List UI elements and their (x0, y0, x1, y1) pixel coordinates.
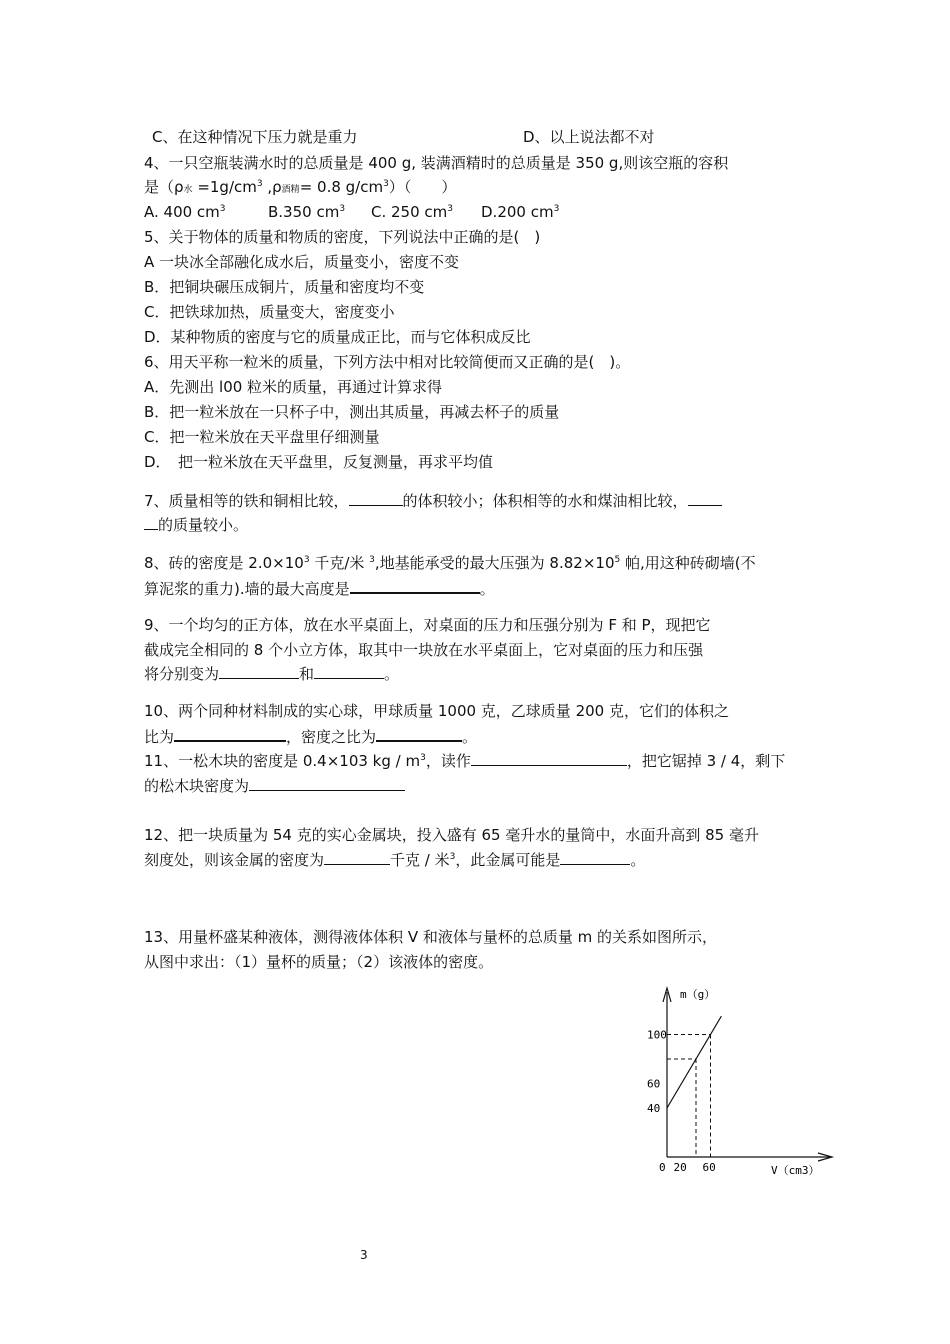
q12-line2: 刻度处，则该金属的密度为 千克 / 米$^3$，此金属可能是 。 (144, 851, 646, 869)
q4-option-a: A. 400 $cm^3$ (144, 203, 226, 221)
q7-line1: 7、质量相等的铁和铜相比较， 的体积较小；体积相等的水和煤油相比较， (144, 490, 722, 512)
y-axis-label: m（g） (680, 988, 716, 1001)
q9-blank-2[interactable] (314, 663, 384, 679)
q9-blank-1[interactable] (219, 663, 299, 679)
data-line (667, 1016, 721, 1108)
q10-blank-2[interactable] (376, 725, 462, 742)
chart-layer (647, 1016, 721, 1174)
q7-line2: 的质量较小。 (144, 514, 248, 536)
q9-line1: 9、一个均匀的正方体，放在水平桌面上，对桌面的压力和压强分别为 F 和 P，现把它 (144, 616, 711, 634)
y-tick-label: 100 (647, 1028, 667, 1042)
x-tick-label: 0 (659, 1161, 666, 1174)
q11-blank-2[interactable] (249, 775, 405, 791)
q4-option-b: B.350 $cm^3$ (268, 203, 346, 221)
q12-line1: 12、把一块质量为 54 克的实心金属块，投入盛有 65 毫升水的量筒中，水面升高到 85 毫升 (144, 826, 759, 844)
x-axis-label: V（cm3） (771, 1164, 820, 1177)
q6-option-b: B．把一粒米放在一只杯子中，测出其质量，再减去杯子的质量 (144, 403, 560, 421)
q10-line2: 比为 ，密度之比为 。 (144, 725, 477, 748)
q6-option-a: A．先测出 l00 粒米的质量，再通过计算求得 (144, 378, 443, 396)
q10-blank-1[interactable] (174, 725, 286, 742)
q9-line2: 截成完全相同的 8 个小立方体，取其中一块放在水平桌面上，它对桌面的压力和压强 (144, 641, 704, 659)
y-tick-label: 40 (647, 1102, 661, 1115)
q11-blank-1[interactable] (471, 750, 627, 766)
q3-option-c: C、在这种情况下压力就是重力 (152, 128, 358, 146)
q6-stem: 6、用天平称一粒米的质量，下列方法中相对比较简便而又正确的是( )。 (144, 353, 631, 371)
q5-option-a: A 一块冰全部融化成水后，质量变小，密度不变 (144, 253, 460, 271)
q7-blank-1[interactable] (349, 490, 403, 506)
q8-line2: 算泥浆的重力).墙的最大高度是 。 (144, 577, 495, 600)
q5-stem: 5、关于物体的质量和物质的密度，下列说法中正确的是( ) (144, 228, 541, 246)
q8-line1: 8、砖的密度是 $2.0\times 10^3$ 千克/米 $^3$,地基能承受的最大压强为 $8.82\times 10^5$ 帕,用这种砖砌墙(不 (144, 554, 756, 572)
q11-line2: 的松木块密度为 (144, 775, 405, 797)
y-tick-label: 60 (647, 1077, 661, 1091)
q4-stem-line2: 是（ρ水 $=1g/cm^3$ ,ρ酒精= 0.8 $g/cm^3$）（ ） (144, 178, 457, 196)
q10-line1: 10、两个同种材料制成的实心球，甲球质量 1000 克，乙球质量 200 克，它们的体积之 (144, 702, 729, 720)
q5-option-d: D．某种物质的密度与它的质量成正比，而与它体积成反比 (144, 328, 531, 346)
q12-blank-1[interactable] (324, 849, 390, 865)
q5-option-b: B．把铜块碾压成铜片，质量和密度均不变 (144, 278, 425, 296)
q7-blank-2[interactable] (688, 490, 722, 506)
q8-blank[interactable] (350, 577, 480, 594)
x-tick-label: 60 (702, 1161, 716, 1174)
q6-option-c: C．把一粒米放在天平盘里仔细测量 (144, 428, 380, 446)
page-number: 3 (360, 1248, 368, 1262)
q13-line2: 从图中求出：（1）量杯的质量；（2）该液体的密度。 (144, 953, 494, 971)
q3-option-d: D、以上说法都不对 (523, 128, 655, 146)
x-tick-label: 20 (673, 1161, 687, 1174)
q4-option-c: C. 250 $cm^3$ (371, 203, 454, 221)
q9-line3: 将分别变为 和 。 (144, 665, 400, 683)
q12-blank-2[interactable] (560, 849, 630, 865)
q5-option-c: C．把铁球加热，质量变大，密度变小 (144, 303, 395, 321)
q4-option-d: D.200 $cm^3$ (481, 203, 560, 221)
mass-volume-graph (640, 982, 840, 1182)
q13-line1: 13、用量杯盛某种液体，测得液体体积 V 和液体与量杯的总质量 m 的关系如图所示， (144, 928, 718, 946)
q11-line1: 11、一松木块的密度是 0.4×103 kg / $m^3$，读作 ，把它锯掉 3 / 4，剩下 (144, 752, 786, 770)
q4-stem-line1: 4、一只空瓶装满水时的总质量是 400 g, 装满酒精时的总质量是 350 g,则该空瓶的容积 (144, 154, 729, 172)
q6-option-d: D． 把一粒米放在天平盘里，反复测量，再求平均值 (144, 453, 494, 471)
